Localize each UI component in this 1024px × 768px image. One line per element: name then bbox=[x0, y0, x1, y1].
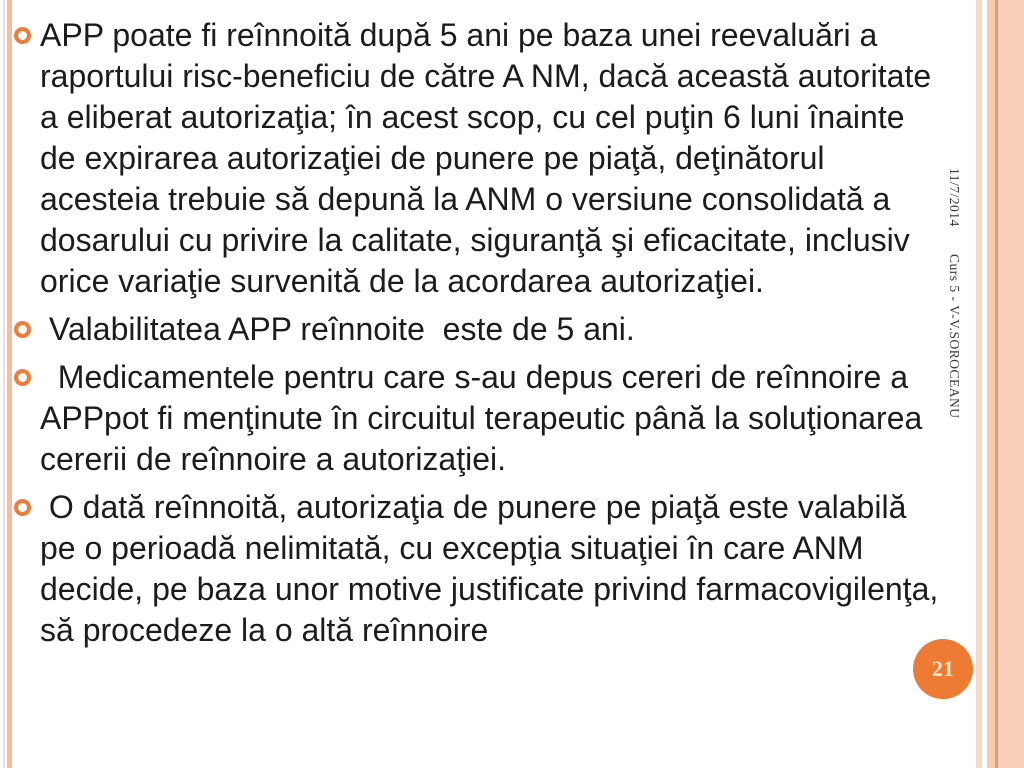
left-stripe-wide bbox=[7, 0, 12, 768]
bullet-item bbox=[14, 487, 948, 651]
bullet-icon bbox=[14, 369, 31, 386]
page-number-badge bbox=[913, 639, 973, 699]
bullet-icon bbox=[14, 499, 31, 516]
slide-content bbox=[14, 15, 948, 658]
bullet-text: Valabilitatea APP reînnoite este de 5 ani. bbox=[40, 311, 635, 347]
slide-date: 11/7/2014 bbox=[947, 168, 962, 227]
right-stripe-band bbox=[998, 0, 1024, 768]
page-number: 21 bbox=[932, 656, 954, 681]
bullet-text: Medicamentele pentru care s-au depus cereri de reînnoire a APPpot fi menţinute în circuitul terapeutic până la soluţionarea cererii de reînnoire a autorizaţiei. bbox=[40, 359, 932, 477]
slide-footer: Curs 5 - V-V.SOROCEANU bbox=[947, 254, 962, 419]
bullet-text: O dată reînnoită, autorizaţia de punere pe piaţă este valabilă pe o perioadă nelimitată, cu excepţia situaţiei în care ANM decide, pe baza unor motive justificate privind farmacovigilenţa, să procedeze la o altă reînnoire bbox=[40, 489, 948, 648]
bullet-item bbox=[14, 309, 945, 350]
bullet-icon bbox=[14, 321, 31, 338]
bullet-item bbox=[14, 15, 945, 302]
right-stripe-outer bbox=[976, 0, 982, 768]
bullet-item bbox=[14, 357, 945, 480]
bullet-text: APP poate fi reînnoită după 5 ani pe baza unei reevaluări a raportului risc-beneficiu de către A NM, dacă această autoritate a eliberat autorizaţia; în acest scop, cu cel puţin 6 luni înainte de expirarea autorizaţiei de punere pe piaţă, deţinătorul acesteia trebuie să depună la ANM o versiune consolidată a dosarului cu privire la calitate, siguranţă şi eficacitate, inclusiv orice variaţie survenită de la acordarea autorizaţiei. bbox=[40, 17, 941, 299]
left-stripe-thin bbox=[3, 0, 5, 768]
bullet-icon bbox=[14, 27, 31, 44]
right-stripe-mid bbox=[987, 0, 995, 768]
